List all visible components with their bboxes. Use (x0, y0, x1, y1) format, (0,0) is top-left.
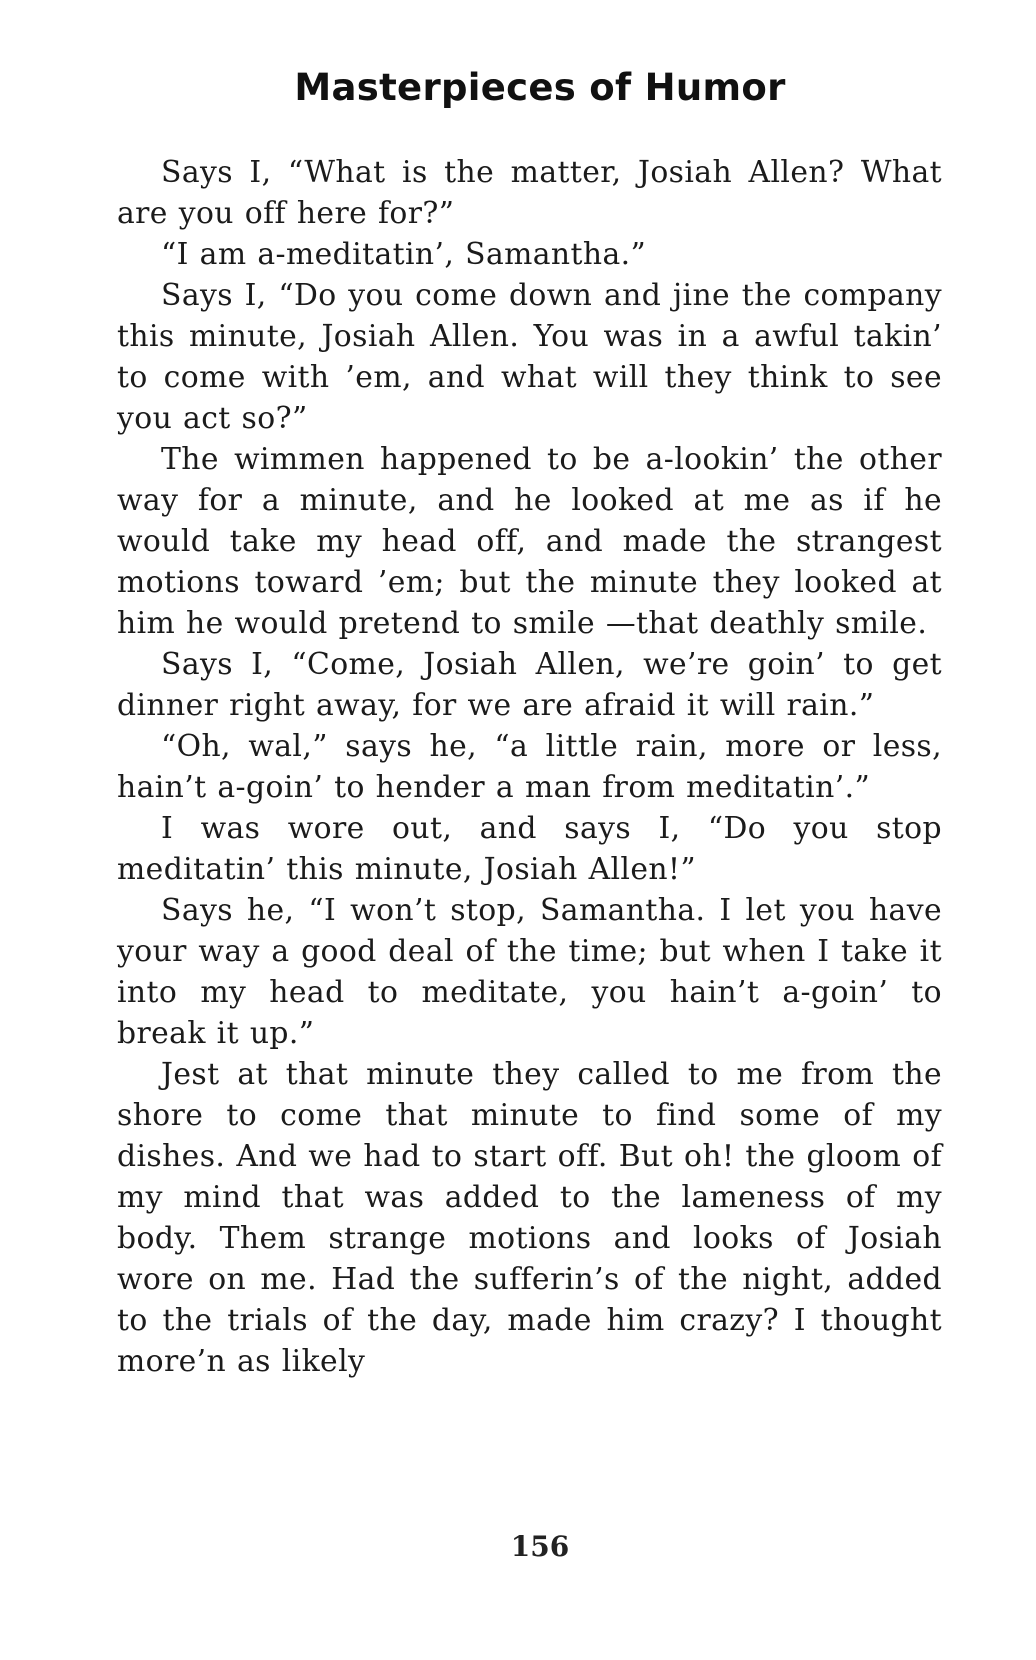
paragraph: Says I, “What is the matter, Josiah Allen? What are you off here for?” (117, 155, 942, 231)
paragraph: Jest at that minute they called to me from the shore to come that minute to find some of my dishes. And we had to start off. But oh! the gloom of my mind that was added to the lameness of my body. Them strange motions and looks of Josiah wore on me. Had the sufferin’s of the night, added to the trials of the day, made him crazy? I thought more’n as likely (117, 1057, 942, 1379)
body-text (117, 152, 942, 1382)
running-head: Masterpieces of Humor (294, 66, 786, 109)
paragraph: Says I, “Do you come down and jine the company this minute, Josiah Allen. You was in a awful takin’ to come with ’em, and what will they think to see you act so?” (117, 278, 942, 436)
paragraph: The wimmen happened to be a-lookin’ the other way for a minute, and he looked at me as if he would take my head off, and made the strangest motions toward ’em; but the minute they looked at him he would pretend to smile —that deathly smile. (117, 442, 942, 641)
paragraph: “I am a-meditatin’, Samantha.” (161, 237, 647, 272)
paragraph: Says he, “I won’t stop, Samantha. I let you have your way a good deal of the time; but when I take it into my head to meditate, you hain’t a-goin’ to break it up.” (117, 893, 942, 1051)
paragraph: “Oh, wal,” says he, “a little rain, more or less, hain’t a-goin’ to hender a man from meditatin’.” (117, 729, 942, 805)
paragraph: I was wore out, and says I, “Do you stop meditatin’ this minute, Josiah Allen!” (117, 811, 942, 887)
paragraph: Says I, “Come, Josiah Allen, we’re goin’ to get dinner right away, for we are afraid it will rain.” (117, 647, 942, 723)
page-number: 156 (510, 1530, 570, 1563)
